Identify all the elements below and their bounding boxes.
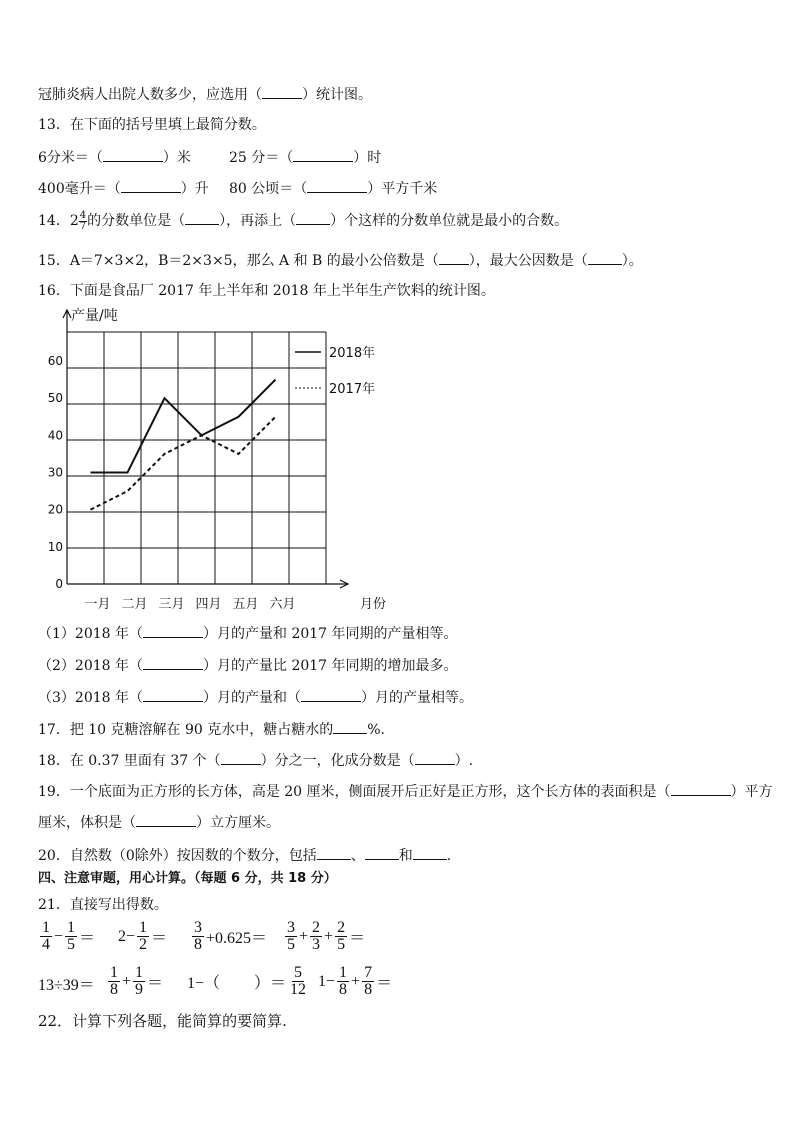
answer-blank[interactable] <box>588 250 622 265</box>
answer-blank[interactable] <box>221 750 261 765</box>
q20-text-d: . <box>446 848 452 864</box>
answer-blank[interactable] <box>439 250 469 265</box>
q20-text-c: 和 <box>398 848 413 864</box>
q16-1-text-a: （1）2018 年（ <box>38 626 143 642</box>
answer-blank[interactable] <box>143 623 203 638</box>
q13a-unit: ）米 <box>162 150 191 166</box>
numerator: 1 <box>42 919 50 936</box>
q16-2 <box>38 655 458 675</box>
fraction <box>133 965 145 998</box>
q16-2-text-b: ）月的产量比 2017 年同期的增加最多。 <box>203 658 458 674</box>
equals: ＝ <box>376 975 393 992</box>
denominator: 8 <box>110 981 118 998</box>
mixed-fraction <box>79 211 87 232</box>
operator: − <box>54 927 64 945</box>
q12-text-a: 冠肺炎病人出院人数多少，应选用（ <box>38 87 262 103</box>
q12-tail <box>38 84 372 104</box>
y-tick-label: 60 <box>47 354 63 368</box>
equals: ＝ <box>151 930 168 947</box>
fraction <box>337 965 349 998</box>
q14-number: 14．2 <box>38 213 79 229</box>
calc-5: 13÷39＝ <box>38 976 95 994</box>
q16-3-text-a: （3）2018 年（ <box>38 690 143 706</box>
q16-3-text-b: ）月的产量和（ <box>203 690 301 706</box>
denominator: 3 <box>312 936 321 953</box>
q15-text-a: 15．A＝7×3×2，B＝2×3×5，那么 A 和 B 的最小公倍数是（ <box>38 253 439 269</box>
answer-blank[interactable] <box>103 147 163 162</box>
y-axis-label: 产量/吨 <box>71 308 118 324</box>
legend-label: 2017年 <box>329 382 376 397</box>
q19-line1 <box>38 781 773 801</box>
fraction <box>40 920 52 953</box>
numerator: 2 <box>312 919 321 936</box>
fraction <box>362 965 374 998</box>
q13c-unit: ）升 <box>180 181 209 197</box>
series-line-2018年 <box>91 380 276 473</box>
q16-title: 16．下面是食品厂 2017 年上半年和 2018 年上半年生产饮料的统计图。 <box>38 283 495 299</box>
chart-legend <box>295 340 405 400</box>
legend-label: 2018年 <box>329 346 376 361</box>
x-tick-label: 五月 <box>232 597 259 612</box>
x-tick-label: 四月 <box>195 597 222 612</box>
q18-text-b: ）分之一，化成分数是（ <box>260 753 415 769</box>
x-tick-label: 六月 <box>269 597 296 612</box>
y-tick-label: 10 <box>47 539 63 554</box>
operand: 2− <box>118 927 136 945</box>
q12-text-b: ）统计图。 <box>302 87 372 103</box>
answer-blank[interactable] <box>413 845 447 860</box>
y-tick-label: 20 <box>47 502 63 517</box>
q17 <box>38 719 385 739</box>
denominator: 5 <box>337 936 346 953</box>
calc-6 <box>106 965 163 998</box>
equals: ＝ <box>79 930 96 947</box>
denominator: 8 <box>194 936 202 953</box>
x-tick-label: 二月 <box>121 597 148 612</box>
answer-blank[interactable] <box>671 781 731 796</box>
numerator: 3 <box>194 919 202 936</box>
y-tick-label: 0 <box>55 577 63 591</box>
operator: + <box>299 927 309 945</box>
section-4-heading: 四、注意审题，用心计算。（每题 6 分，共 18 分） <box>38 871 337 886</box>
answer-blank[interactable] <box>333 719 367 734</box>
numerator: 1 <box>67 919 76 936</box>
operand: 1−（ <box>187 975 221 992</box>
x-tick-label: 三月 <box>158 597 185 612</box>
denominator: 4 <box>42 936 50 953</box>
q13b-text: 25 分＝（ <box>229 150 294 166</box>
operand: 1− <box>318 972 336 990</box>
answer-blank[interactable] <box>365 845 399 860</box>
answer-blank[interactable] <box>317 845 351 860</box>
numerator: 1 <box>339 964 348 981</box>
answer-blank[interactable] <box>262 84 302 99</box>
q14-text-c: ）个这样的分数单位就是最小的合数。 <box>330 213 569 229</box>
fraction <box>288 965 308 998</box>
q16-1-text-b: ）月的产量和 2017 年同期的产量相等。 <box>203 626 458 642</box>
operator: + <box>324 927 334 945</box>
answer-blank[interactable] <box>415 750 455 765</box>
q13-row1 <box>38 147 191 167</box>
q19-text-b: ）平方 <box>730 784 773 800</box>
q18-text-a: 18．在 0.37 里面有 37 个（ <box>38 753 221 769</box>
numerator: 2 <box>337 919 346 936</box>
answer-blank[interactable] <box>293 147 353 162</box>
q14 <box>38 210 568 232</box>
numerator: 5 <box>294 964 303 981</box>
fraction <box>285 920 297 953</box>
q16-3-text-c: ）月的产量相等。 <box>361 690 473 706</box>
q20-text-a: 20．自然数（0除外）按因数的个数分，包括 <box>38 848 317 864</box>
calc-4 <box>283 920 365 953</box>
denominator: 8 <box>339 981 348 998</box>
fraction <box>310 920 322 953</box>
q16-3 <box>38 687 473 707</box>
q17-text-a: 17．把 10 克糖溶解在 90 克水中，糖占糖水的 <box>38 722 334 738</box>
q13d-unit: ）平方千米 <box>367 181 438 197</box>
y-tick-label: 30 <box>47 465 63 480</box>
q18 <box>38 750 473 770</box>
q13b-unit: ）时 <box>353 150 382 166</box>
answer-blank[interactable] <box>296 210 330 225</box>
q18-text-c: ）. <box>454 753 474 769</box>
operator: + <box>351 972 361 990</box>
numerator: 1 <box>110 964 118 981</box>
operator: + <box>122 972 132 990</box>
answer-blank[interactable] <box>307 178 367 193</box>
operand: +0.625＝ <box>206 930 268 947</box>
fraction <box>108 965 120 998</box>
calc-2 <box>118 920 167 953</box>
q20-text-b: 、 <box>350 848 365 864</box>
x-axis-label: 月份 <box>360 597 387 612</box>
numerator: 1 <box>135 964 144 981</box>
q22: 22．计算下列各题，能简算的要简算. <box>38 1012 287 1030</box>
numerator: 7 <box>364 964 373 981</box>
x-tick-labels <box>84 597 295 612</box>
q15-text-c: ）。 <box>621 253 643 269</box>
fraction <box>335 920 347 953</box>
q21-title: 21．直接写出得数。 <box>38 897 168 913</box>
answer-blank[interactable] <box>121 178 181 193</box>
denominator: 5 <box>287 936 295 953</box>
chart-grid <box>67 332 326 584</box>
y-tick-labels <box>48 354 63 591</box>
denominator: 12 <box>290 981 307 998</box>
q15-text-b: ），最大公因数是（ <box>468 253 588 269</box>
fraction-denominator: 7 <box>79 220 87 232</box>
q20 <box>38 845 451 865</box>
equals: ＝ <box>147 975 164 992</box>
answer-blank[interactable] <box>185 210 219 225</box>
q19-text-d: ）立方厘米。 <box>196 815 280 831</box>
denominator: 9 <box>135 981 144 998</box>
q13-row2 <box>38 178 209 198</box>
y-tick-label: 40 <box>47 428 63 443</box>
y-tick-label: 50 <box>47 391 63 406</box>
denominator: 8 <box>364 981 373 998</box>
fraction <box>137 920 149 953</box>
answer-blank[interactable] <box>143 655 203 670</box>
denominator: 5 <box>67 936 76 953</box>
q13a-text: 6分米＝（ <box>38 150 103 166</box>
calc-8 <box>318 965 392 998</box>
equals: ）＝ <box>254 975 287 992</box>
q16-1 <box>38 623 458 643</box>
q17-text-b: %. <box>367 722 386 738</box>
q19-text-c: 厘米，体积是（ <box>38 815 136 831</box>
denominator: 2 <box>139 936 148 953</box>
q15 <box>38 250 643 270</box>
q14-text-b: ），再添上（ <box>219 213 297 229</box>
answer-blank[interactable] <box>143 687 203 702</box>
fraction <box>192 920 204 953</box>
numerator: 3 <box>287 919 295 936</box>
q19-text-a: 19．一个底面为正方形的长方体，高是 20 厘米，侧面展开后正好是正方形，这个长方体的表面积是（ <box>38 784 671 800</box>
fraction <box>65 920 77 953</box>
series-lines <box>91 380 276 510</box>
q13c-text: 400毫升＝（ <box>38 181 121 197</box>
q13-title: 13．在下面的括号里填上最简分数。 <box>38 117 266 133</box>
q13d-text: 80 公顷＝（ <box>229 181 308 197</box>
q19-line2 <box>38 812 280 832</box>
calc-3 <box>190 920 267 953</box>
x-tick-label: 一月 <box>84 597 111 612</box>
q13-row2b <box>229 178 437 198</box>
q14-text-a: 的分数单位是（ <box>87 213 186 229</box>
calc-1 <box>38 920 95 953</box>
series-line-2017年 <box>91 417 276 510</box>
fraction-numerator: 4 <box>79 209 87 221</box>
calc-7 <box>187 965 310 998</box>
answer-blank[interactable] <box>136 812 196 827</box>
answer-blank[interactable] <box>301 687 361 702</box>
numerator: 1 <box>139 919 148 936</box>
equals: ＝ <box>349 930 366 947</box>
q16-2-text-a: （2）2018 年（ <box>38 658 143 674</box>
q13-row1b <box>229 147 381 167</box>
